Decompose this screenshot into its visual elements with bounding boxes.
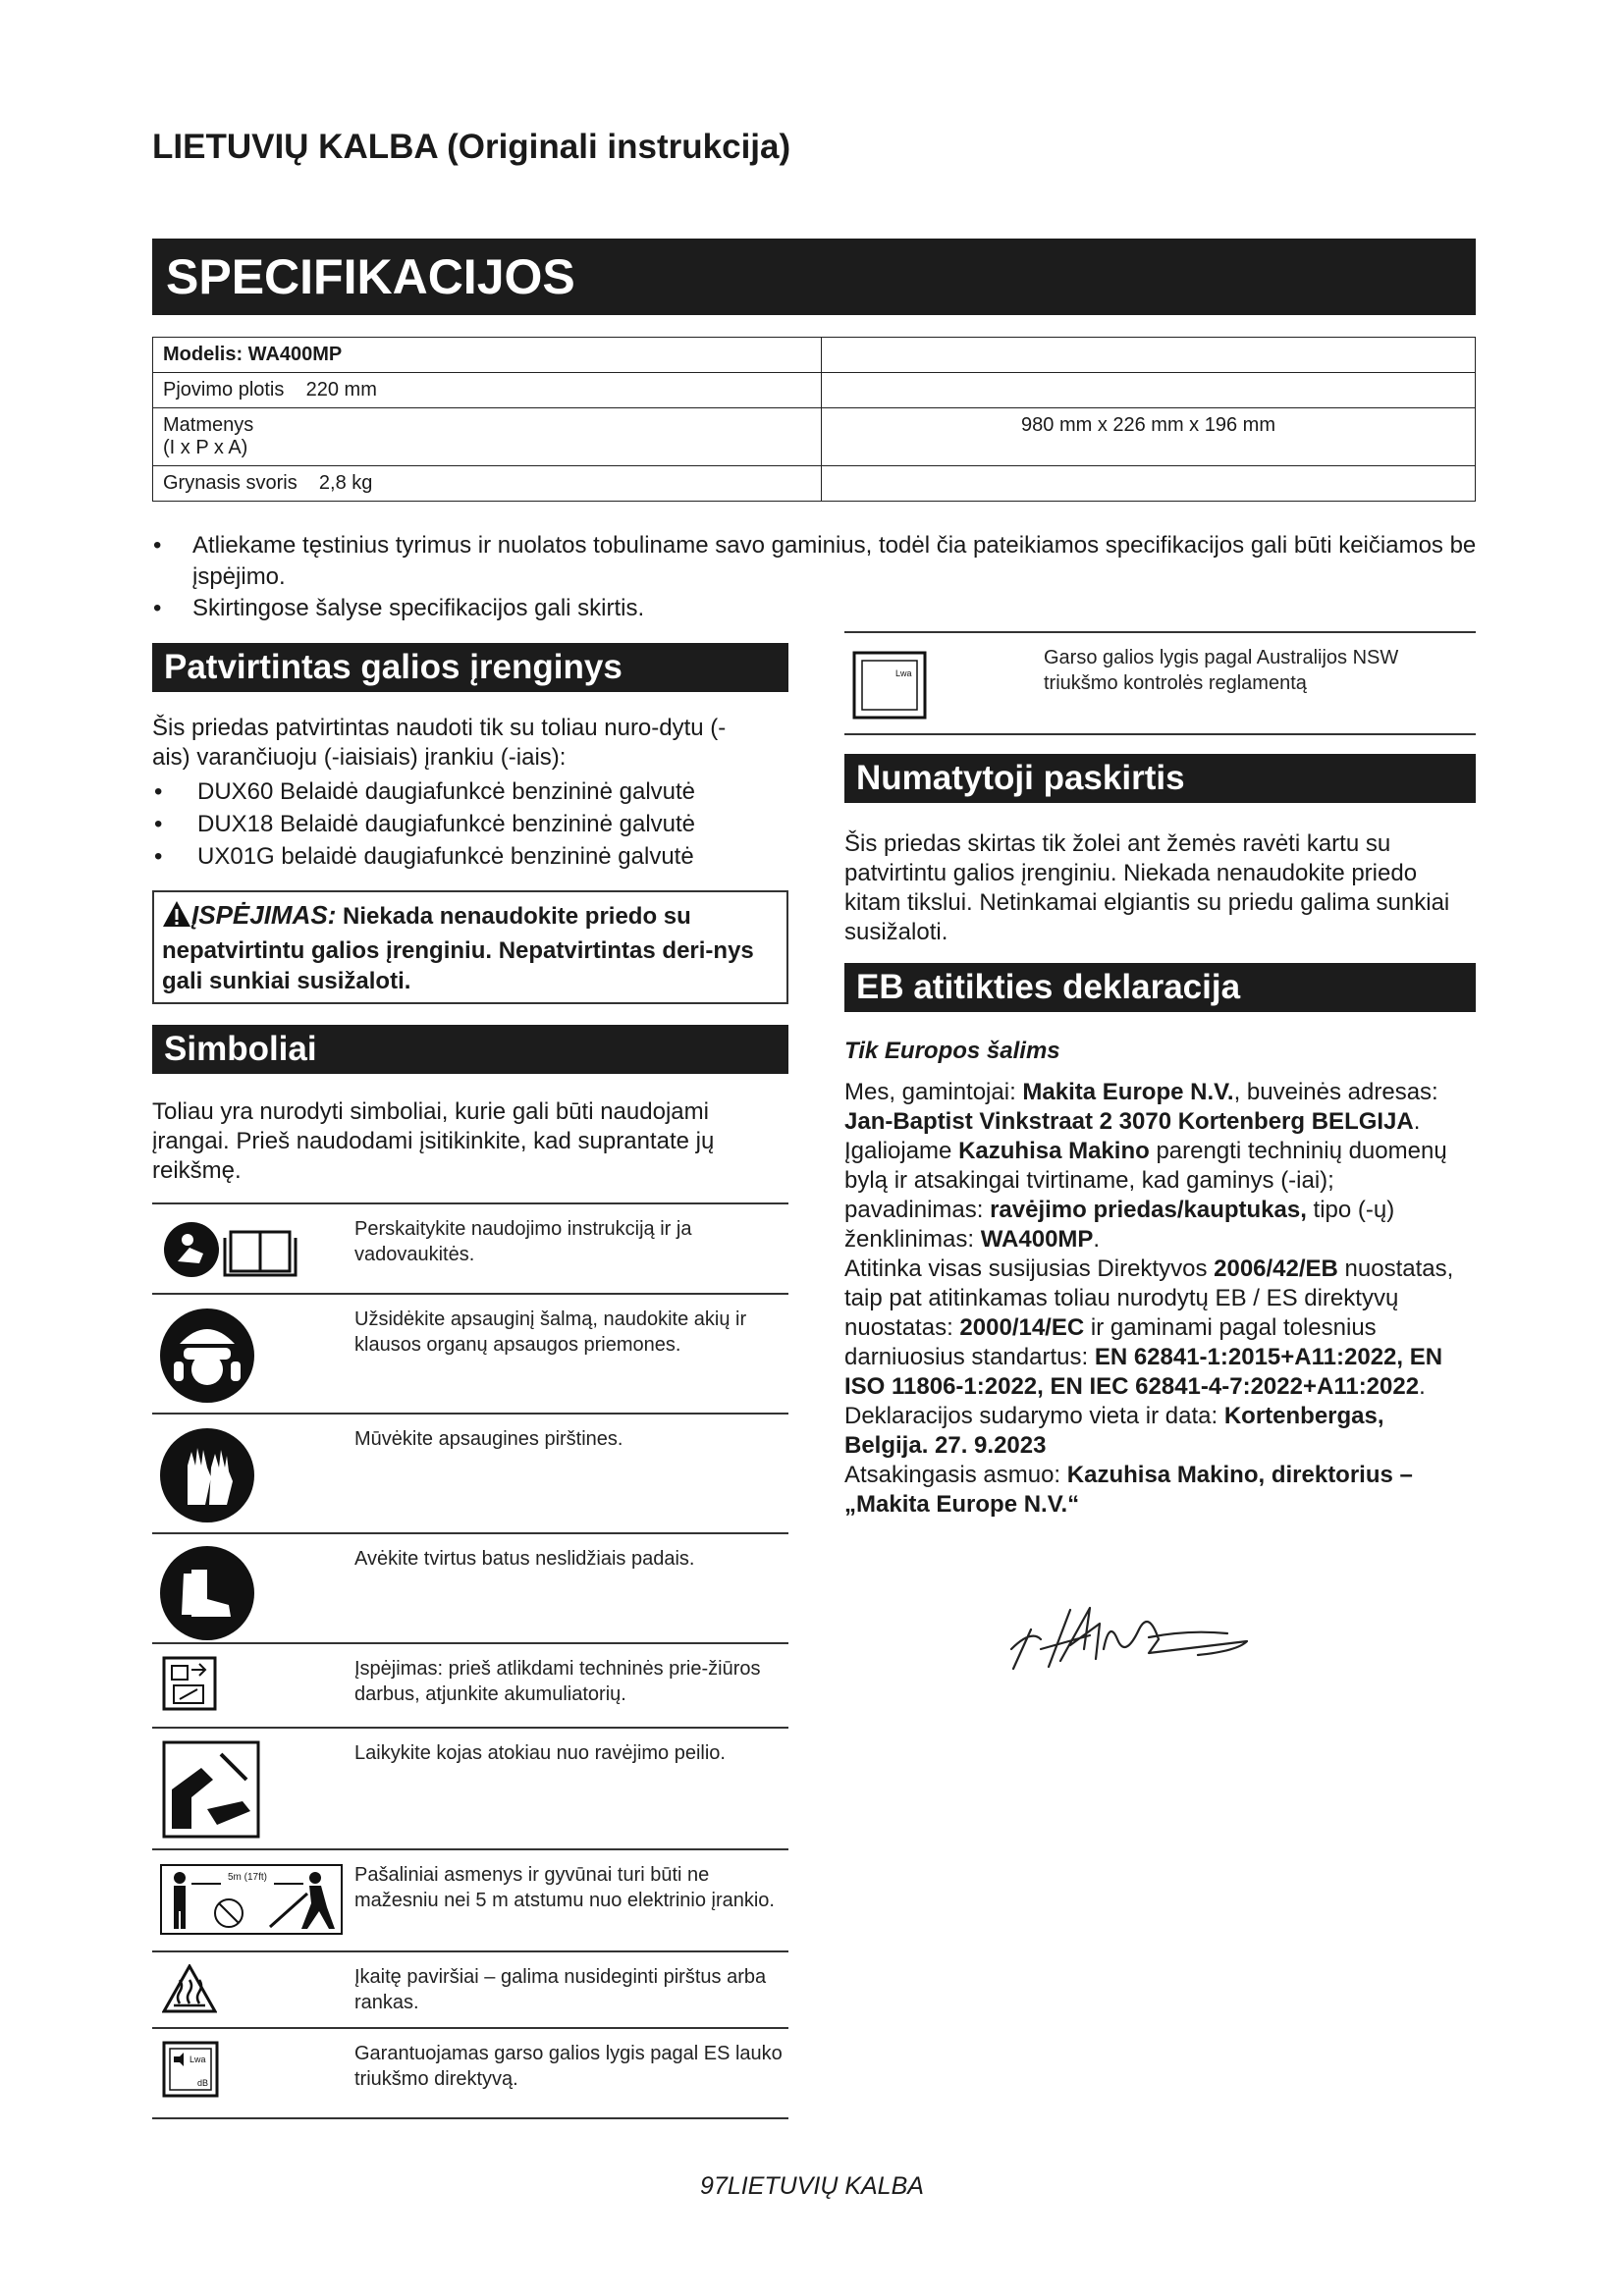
symbol-row-sound-power-eu bbox=[152, 2027, 788, 2119]
signature bbox=[1001, 1590, 1316, 1683]
ec-text: nuostatas, taip pat atitinkamas toliau nurodytų EB / ES direktyvų nuostatas: bbox=[844, 1255, 1454, 1341]
ec-directive: 2006/42/EB bbox=[1214, 1255, 1338, 1282]
ec-text: . Įgaliojame bbox=[844, 1108, 1421, 1164]
ec-directive: 2000/14/EC bbox=[959, 1314, 1085, 1341]
ec-text: pavadinimas: bbox=[844, 1197, 991, 1223]
ec-text: Mes, gamintojai: bbox=[844, 1079, 1023, 1105]
list-item: • Atliekame tęstinius tyrimus ir nuolatos tobuliname savo gaminius, todėl čia pateikiamos specifikacijos gali būti keičiamos be įspėjimo. bbox=[147, 530, 1483, 593]
symbol-description: Pašaliniai asmenys ir gyvūnai turi būti ne mažesniu nei 5 m atstumu nuo elektrinio įrankio. bbox=[354, 1864, 775, 1911]
symbol-description: Įkaitę paviršiai – galima nusideginti pirštus arba rankas. bbox=[354, 1966, 767, 2013]
symbol-description: Užsidėkite apsauginį šalmą, naudokite akių ir klausos organų apsaugos priemones. bbox=[354, 1308, 747, 1356]
ec-text: ir gaminami pagal tolesnius darniuosius standartus: bbox=[844, 1314, 1377, 1370]
ec-responsible-name: Kazuhisa Makino, direktorius – „Makita Europe N.V.“ bbox=[844, 1462, 1413, 1518]
page-title: LIETUVIŲ KALBA (Originali instrukcija) bbox=[152, 128, 791, 166]
ec-text: Deklaracijos sudarymo vieta ir data: bbox=[844, 1403, 1224, 1429]
symbols-heading: Simboliai bbox=[152, 1025, 788, 1074]
approved-unit-list bbox=[152, 775, 781, 873]
ec-text: . bbox=[1419, 1373, 1426, 1400]
symbol-description: Perskaitykite naudojimo instrukciją ir ja vadovaukitės. bbox=[354, 1218, 692, 1265]
ec-authorized-person: Kazuhisa Makino bbox=[958, 1138, 1150, 1164]
read-manual-icon bbox=[160, 1218, 307, 1286]
intended-use-text: Šis priedas skirtas tik žolei ant žemės ravėti kartu su patvirtintu galios įrenginiu. Niekada nenaudokite priedo kitam tikslui. Netinkamai elgiantis su priedu galima sunkiai susižaloti. bbox=[844, 830, 1450, 945]
spec-value bbox=[822, 466, 1476, 502]
spec-cutting-width: Pjovimo plotis 220 mm bbox=[153, 373, 822, 408]
ec-responsible-person bbox=[844, 1461, 1473, 1520]
table-row bbox=[153, 338, 1476, 373]
table-row bbox=[153, 408, 1476, 466]
ec-declaration-body bbox=[844, 1078, 1473, 1520]
svg-text:dB: dB bbox=[197, 2078, 209, 2088]
ec-subtitle: Tik Europos šalims bbox=[844, 1038, 1060, 1064]
spec-net-weight: Grynasis svoris 2,8 kg bbox=[153, 466, 822, 502]
approved-unit-heading: Patvirtintas galios įrenginys bbox=[152, 643, 788, 692]
keep-distance-icon bbox=[160, 1864, 343, 1940]
ec-declaration-heading: EB atitikties deklaracija bbox=[844, 963, 1476, 1012]
symbol-row-boots bbox=[152, 1532, 788, 1644]
list-item: • DUX18 Belaidė daugiafunkcė benzininė galvutė bbox=[152, 808, 781, 840]
ec-product-designation: ravėjimo priedas/kauptukas, bbox=[990, 1197, 1307, 1223]
keep-feet-away-icon bbox=[162, 1740, 260, 1843]
ec-text: tipo (-ų) bbox=[1306, 1197, 1395, 1223]
safety-boots-icon bbox=[158, 1544, 256, 1647]
nsw-sound-text: Garso galios lygis pagal Australijos NSW triukšmo kontrolės reglamentą bbox=[1044, 647, 1399, 694]
ec-directives-paragraph bbox=[844, 1255, 1473, 1402]
warning-label: ĮSPĖJIMAS: bbox=[191, 900, 337, 930]
spec-model: Modelis: WA400MP bbox=[153, 338, 822, 373]
symbol-row-gloves bbox=[152, 1413, 788, 1534]
symbol-description: Laikykite kojas atokiau nuo ravėjimo peilio. bbox=[354, 1742, 726, 1764]
sound-power-nsw-icon bbox=[852, 651, 927, 724]
ec-text: . bbox=[1093, 1226, 1101, 1253]
ec-text: Atsakingasis asmuo: bbox=[844, 1462, 1067, 1488]
ec-product-marking bbox=[844, 1225, 1473, 1255]
table-row bbox=[153, 373, 1476, 408]
ec-place-date bbox=[844, 1402, 1473, 1461]
ec-place-date-value: Kortenbergas, Belgija. 27. 9.2023 bbox=[844, 1403, 1384, 1459]
symbol-description: Įspėjimas: prieš atlikdami techninės prie-žiūros darbus, atjunkite akumuliatorių. bbox=[354, 1658, 761, 1705]
ec-standards: EN 62841-1:2015+A11:2022, EN ISO 11806-1:2022, EN IEC 62841-4-7:2022+A11:2022 bbox=[844, 1344, 1443, 1400]
specifications-table bbox=[152, 337, 1476, 502]
specifications-heading: SPECIFIKACIJOS bbox=[152, 239, 1476, 315]
ec-text: ženklinimas: bbox=[844, 1226, 981, 1253]
approved-unit-intro: Šis priedas patvirtintas naudoti tik su toliau nuro-dytu (-ais) varančiuoju (-iaisiais) įrankiu (-iais): bbox=[152, 715, 727, 771]
warning-text: Niekada nenaudokite priedo su nepatvirtintu galios įrenginiu. Nepatvirtintas deri-nys gali sunkiai susižaloti. bbox=[162, 903, 754, 994]
sound-power-eu-icon bbox=[162, 2041, 219, 2103]
ec-text: Atitinka visas susijusias Direktyvos bbox=[844, 1255, 1215, 1282]
symbol-description: Avėkite tvirtus batus neslidžiais padais. bbox=[354, 1548, 695, 1570]
ec-text: , buveinės adresas: bbox=[1233, 1079, 1438, 1105]
spec-dimensions-label bbox=[153, 408, 822, 466]
table-row bbox=[153, 466, 1476, 502]
symbol-row-hot-surface bbox=[152, 1950, 788, 2029]
symbol-description: Mūvėkite apsaugines pirštines. bbox=[354, 1428, 623, 1450]
list-item: • UX01G belaidė daugiafunkcė benzininė galvutė bbox=[152, 840, 781, 873]
ec-product-name bbox=[844, 1196, 1473, 1225]
symbol-row-keep-feet-away bbox=[152, 1727, 788, 1850]
symbol-row-keep-distance bbox=[152, 1848, 788, 1952]
symbol-row-read-manual bbox=[152, 1202, 788, 1295]
warning-box bbox=[152, 890, 788, 1004]
spec-dimensions-unit: (I x P x A) bbox=[163, 437, 248, 458]
battery-remove-icon bbox=[162, 1656, 217, 1716]
symbols-intro: Toliau yra nurodyti simboliai, kurie gali būti naudojami įrangai. Prieš naudodami įsitikinkite, kad suprantate jų reikšmę. bbox=[152, 1098, 715, 1184]
spec-value bbox=[822, 338, 1476, 373]
symbol-description: Garantuojamas garso galios lygis pagal ES lauko triukšmo direktyvą. bbox=[354, 2043, 783, 2090]
ec-text: parengti techninių duomenų bylą ir atsakingai tvirtiname, kad gaminys (-iai); bbox=[844, 1138, 1447, 1194]
symbol-row-protective-gear bbox=[152, 1293, 788, 1415]
page-footer: 97LIETUVIŲ KALBA bbox=[700, 2172, 924, 2200]
helmet-eye-ear-protection-icon bbox=[158, 1307, 256, 1410]
ec-company-name: Makita Europe N.V. bbox=[1022, 1079, 1234, 1105]
intended-use-heading: Numatytoji paskirtis bbox=[844, 754, 1476, 803]
spec-dimensions-value: 980 mm x 226 mm x 196 mm bbox=[822, 408, 1476, 466]
distance-label: 5m (17ft) bbox=[227, 1872, 267, 1883]
gloves-icon bbox=[158, 1426, 256, 1529]
spec-value bbox=[822, 373, 1476, 408]
ec-address: Jan-Baptist Vinkstraat 2 3070 Kortenberg BELGIJA bbox=[844, 1108, 1414, 1135]
nsw-sound-row bbox=[844, 631, 1476, 735]
hot-surface-icon bbox=[162, 1964, 217, 2018]
list-item: • DUX60 Belaidė daugiafunkcė benzininė galvutė bbox=[152, 775, 781, 808]
spec-notes bbox=[147, 530, 1483, 624]
ec-model: WA400MP bbox=[980, 1226, 1094, 1253]
ec-manufacturer-paragraph bbox=[844, 1078, 1473, 1196]
svg-text:Lwa: Lwa bbox=[895, 668, 912, 678]
svg-text:Lwa: Lwa bbox=[189, 2055, 206, 2064]
list-item: • Skirtingose šalyse specifikacijos gali skirtis. bbox=[147, 593, 1483, 624]
symbol-row-battery bbox=[152, 1642, 788, 1729]
spec-dimensions-name: Matmenys bbox=[163, 414, 254, 436]
warning-icon bbox=[162, 900, 191, 935]
